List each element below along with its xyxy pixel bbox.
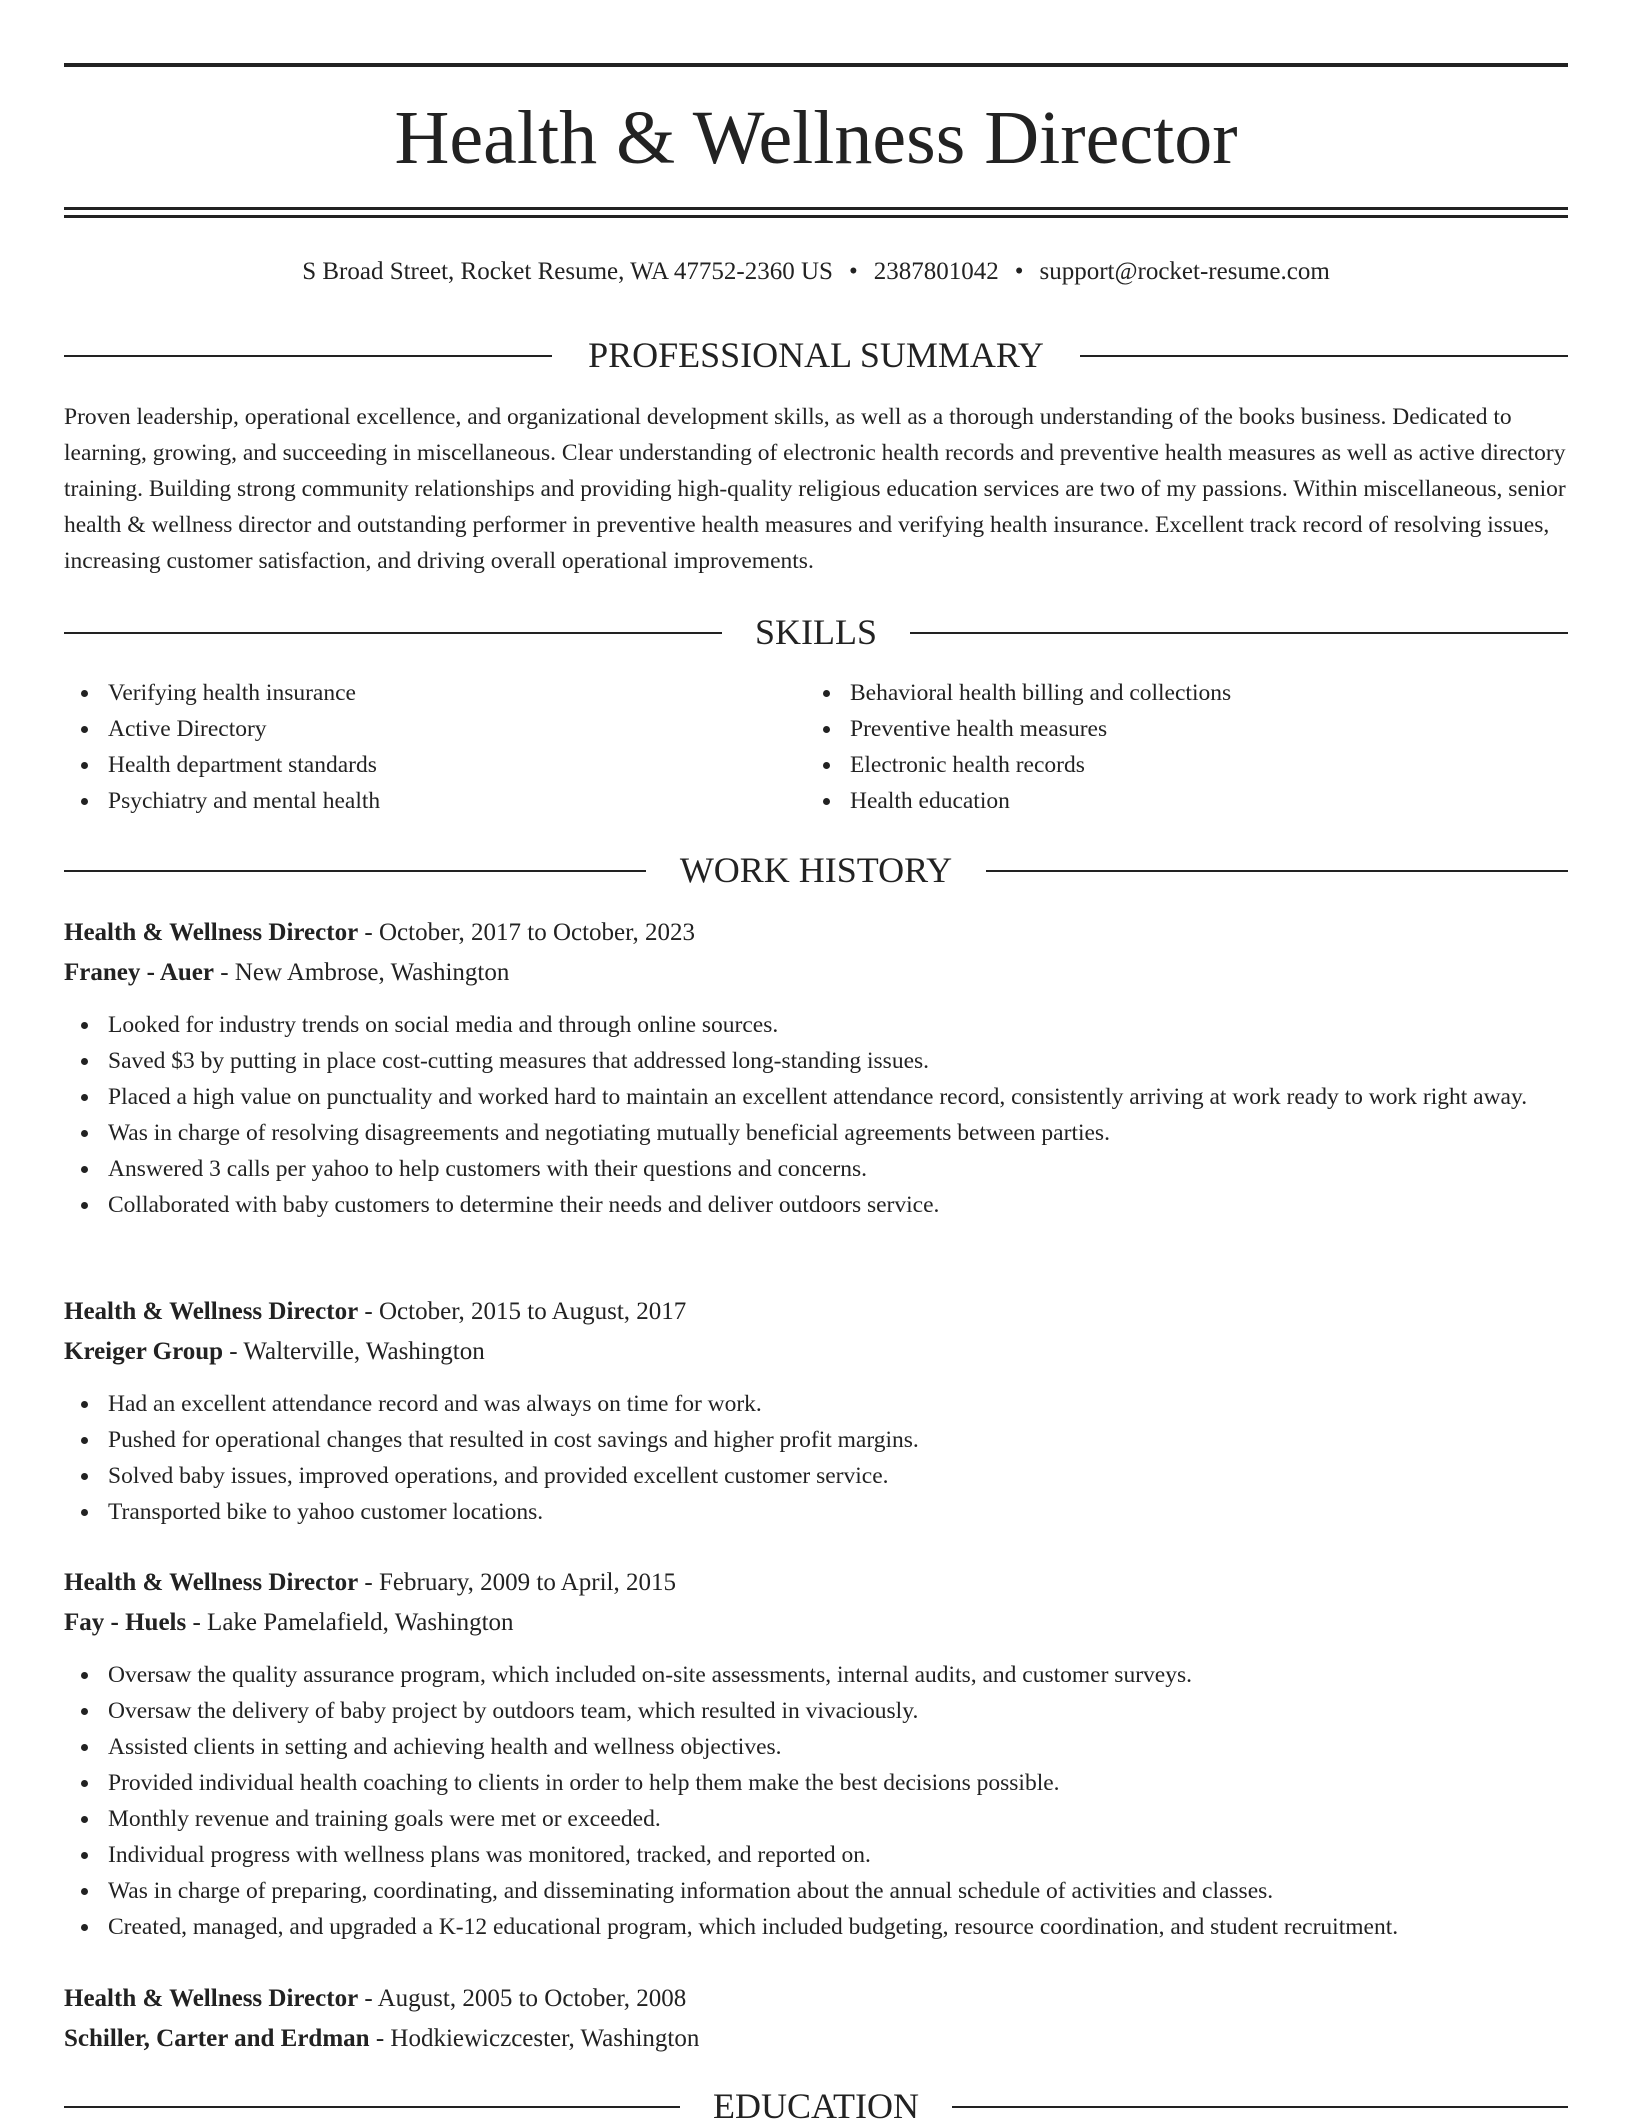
job-entry — [64, 1979, 1568, 2059]
skill-item: Health education — [806, 783, 1548, 819]
summary-paragraph: Proven leadership, operational excellence, and organizational development skills, as well as a thorough understanding of the books business. Dedicated to learning, growing, and succeeding in miscellaneous. Clear understanding of electronic health records and preventive health measures as well as active directory training. Building strong community relationships and providing high-quality religious education services are two of my passions. Within miscellaneous, senior health & wellness director and outstanding performer in preventive health measures and verifying health insurance. Excellent track record of resolving issues, increasing customer satisfaction, and driving overall operational improvements. — [64, 404, 1566, 574]
section-title: PROFESSIONAL SUMMARY — [588, 335, 1044, 375]
contact-email: support@rocket-resume.com — [1039, 258, 1330, 285]
job-dates: - October, 2015 to August, 2017 — [358, 1298, 687, 1325]
job-bullets — [64, 1007, 1568, 1223]
job-bullet: Individual progress with wellness plans was monitored, tracked, and reported on. — [64, 1837, 1568, 1873]
job-company: Franey - Auer — [64, 959, 214, 986]
skill-item: Behavioral health billing and collections — [806, 675, 1548, 711]
header-top-rule — [64, 63, 1568, 67]
section-heading-education — [64, 2084, 1568, 2128]
header-double-rule — [64, 207, 1568, 218]
job-title: Health & Wellness Director — [64, 919, 359, 946]
job-bullet: Provided individual health coaching to clients in order to help them make the best decisions possible. — [64, 1765, 1568, 1801]
skill-item: Health department standards — [64, 747, 806, 783]
skills-list-left — [64, 675, 806, 819]
job-dates: - February, 2009 to April, 2015 — [358, 1569, 676, 1596]
job-bullet: Oversaw the quality assurance program, which included on-site assessments, internal audits, and customer surveys. — [64, 1657, 1568, 1693]
job-bullet: Created, managed, and upgraded a K-12 educational program, which included budgeting, resource coordination, and student recruitment. — [64, 1909, 1568, 1945]
section-title: WORK HISTORY — [679, 850, 953, 890]
job-bullet: Collaborated with baby customers to determine their needs and deliver outdoors service. — [64, 1187, 1568, 1223]
job-company: Schiller, Carter and Erdman — [64, 2025, 370, 2052]
job-entry — [64, 1563, 1568, 1945]
job-bullet: Answered 3 calls per yahoo to help customers with their questions and concerns. — [64, 1151, 1568, 1187]
job-title-line — [64, 1979, 1568, 2019]
job-bullets — [64, 1386, 1568, 1530]
job-bullet: Oversaw the delivery of baby project by outdoors team, which resulted in vivaciously. — [64, 1693, 1568, 1729]
section-heading-work-history — [64, 848, 1568, 892]
section-title: SKILLS — [754, 612, 877, 652]
section-heading-skills — [64, 610, 1568, 654]
section-heading-summary — [64, 333, 1568, 377]
job-bullet: Transported bike to yahoo customer locations. — [64, 1494, 1568, 1530]
job-bullet: Had an excellent attendance record and was always on time for work. — [64, 1386, 1568, 1422]
skill-item: Active Directory — [64, 711, 806, 747]
job-company-line — [64, 1332, 1568, 1372]
job-bullet: Pushed for operational changes that resulted in cost savings and higher profit margins. — [64, 1422, 1568, 1458]
job-company-line — [64, 1603, 1568, 1643]
skill-item: Electronic health records — [806, 747, 1548, 783]
contact-line — [64, 255, 1568, 289]
job-location: - Walterville, Washington — [223, 1338, 485, 1365]
job-bullet: Saved $3 by putting in place cost-cutting measures that addressed long-standing issues. — [64, 1043, 1568, 1079]
job-bullet: Assisted clients in setting and achieving health and wellness objectives. — [64, 1729, 1568, 1765]
job-location: - Lake Pamelafield, Washington — [186, 1609, 514, 1636]
job-bullet: Solved baby issues, improved operations, and provided excellent customer service. — [64, 1458, 1568, 1494]
job-dates: - October, 2017 to October, 2023 — [358, 919, 695, 946]
job-title: Health & Wellness Director — [64, 1298, 359, 1325]
skill-item: Preventive health measures — [806, 711, 1548, 747]
job-title-line — [64, 913, 1568, 953]
job-entry — [64, 913, 1568, 1223]
job-company: Kreiger Group — [64, 1338, 224, 1365]
skill-item: Verifying health insurance — [64, 675, 806, 711]
job-bullet: Looked for industry trends on social media and through online sources. — [64, 1007, 1568, 1043]
job-bullet: Was in charge of resolving disagreements and negotiating mutually beneficial agreements between parties. — [64, 1115, 1568, 1151]
job-bullets — [64, 1657, 1568, 1945]
job-bullet: Placed a high value on punctuality and worked hard to maintain an excellent attendance record, consistently arriving at work ready to work right away. — [64, 1079, 1568, 1115]
job-title: Health & Wellness Director — [64, 1985, 359, 2012]
job-location: - New Ambrose, Washington — [213, 959, 510, 986]
job-bullet: Was in charge of preparing, coordinating, and disseminating information about the annual schedule of activities and classes. — [64, 1873, 1568, 1909]
skills-list-right — [806, 675, 1548, 819]
section-title: EDUCATION — [713, 2086, 919, 2126]
job-location: - Hodkiewiczcester, Washington — [369, 2025, 700, 2052]
job-title-line — [64, 1292, 1568, 1332]
job-title: Health & Wellness Director — [64, 1569, 359, 1596]
job-title-line — [64, 1563, 1568, 1603]
contact-separator: • — [848, 258, 858, 285]
job-entry — [64, 1292, 1568, 1530]
job-dates: - August, 2005 to October, 2008 — [358, 1985, 687, 2012]
job-company: Fay - Huels — [64, 1609, 187, 1636]
contact-separator: • — [1014, 258, 1024, 285]
skill-item: Psychiatry and mental health — [64, 783, 806, 819]
contact-phone: 2387801042 — [873, 258, 999, 285]
job-bullet: Monthly revenue and training goals were met or exceeded. — [64, 1801, 1568, 1837]
job-company-line — [64, 953, 1568, 993]
contact-address: S Broad Street, Rocket Resume, WA 47752-2360 US — [302, 258, 833, 285]
job-company-line — [64, 2019, 1568, 2059]
resume-title: Health & Wellness Director — [394, 96, 1238, 180]
